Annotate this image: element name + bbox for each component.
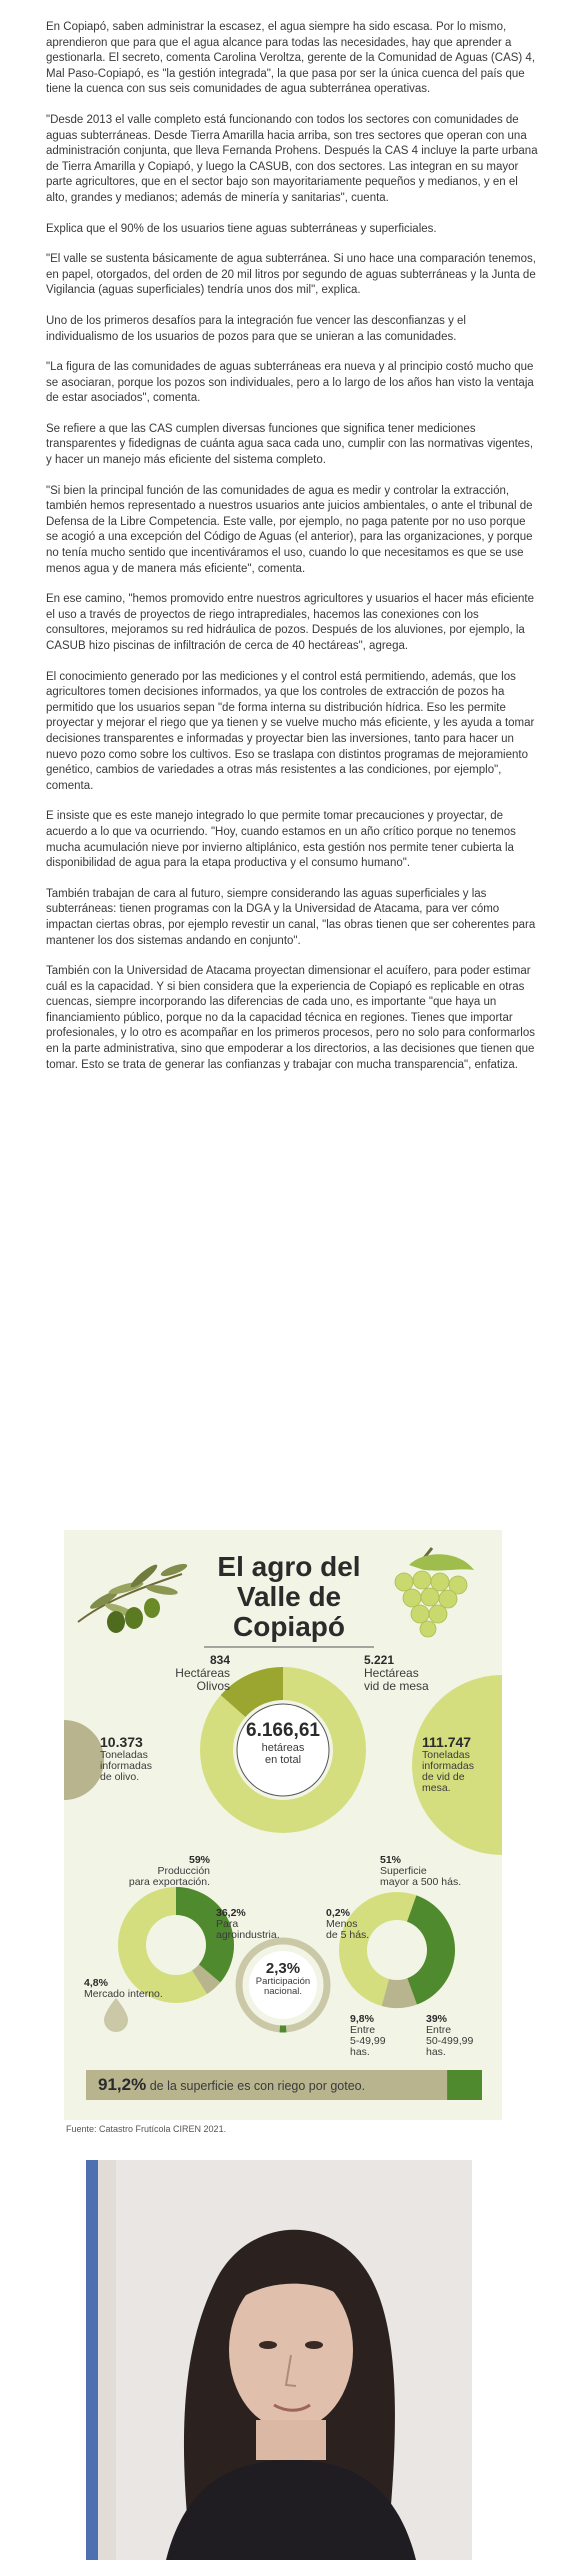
portrait-photo	[86, 2160, 472, 2560]
article-paragraph: En ese camino, "hemos promovido entre nuestros agricultores y usuarios el hacer más eficiente el uso a través de proyectos de riego intraprediales, hacemos las conexiones con los consultores, mejoramos su red hidráulica de pozos. Después de los aluviones, por ejemplo, la CASUB hizo piscinas de infiltración de cerca de 40 hectáreas", agrega.	[46, 593, 534, 652]
grapes-illustration	[395, 1548, 474, 1637]
title-line-1: El agro del	[217, 1551, 361, 1582]
vid-ha-value: 5.221	[364, 1653, 395, 1667]
total-label-1: hetáreas	[261, 1742, 305, 1754]
olivos-ha-value: 834	[209, 1653, 230, 1667]
e5-label-3: has.	[350, 2046, 370, 2058]
goteo-label-text: de la superficie es con riego por goteo.	[149, 2079, 366, 2093]
nacional-pct: 2,3%	[265, 1960, 301, 1977]
e5-label-2: 5-49,99	[350, 2035, 386, 2047]
article-paragraph: Uno de los primeros desafíos para la integración fue vencer las desconfianzas y el individualismo de los usuarios de pozos para que se unieran a las comunidades.	[46, 314, 466, 343]
e5-label-1: Entre	[350, 2024, 376, 2036]
e50-label-3: has.	[426, 2046, 446, 2058]
e50-label-2: 50-499,99	[426, 2035, 474, 2047]
menos5-pct: 0,2%	[326, 1907, 350, 1919]
article-paragraph: "Si bien la principal función de las comunidades de agua es medir y controlar la extracción, también hemos representado a nuestros usuarios ante juicios ambientales, o ante el tribunal de Defensa de la Libre Competencia. Este valle, por ejemplo, no paga patente por no uso porque se acogió a una excepción del Código de Aguas (el anterior), para las organizaciones, y porque no tenía mucho sentido que incentiváramos el uso, cuando lo que necesitamos es que se use menos agua y de manera más eficiente", comenta.	[46, 484, 533, 575]
article-body	[0, 0, 568, 1073]
interno-label	[84, 1978, 194, 2000]
article-paragraph: Explica que el 90% de los usuarios tiene aguas subterráneas y superficiales.	[46, 222, 437, 235]
olivos-label-2: Olivos	[196, 1679, 230, 1693]
vid-label-2: vid de mesa	[364, 1679, 429, 1693]
agro-pct: 36,2%	[216, 1907, 246, 1919]
vid-label-1: Hectáreas	[364, 1666, 419, 1680]
olive-branch-illustration	[78, 1561, 189, 1633]
olivo-ton-label-1: Toneladas	[100, 1749, 148, 1761]
olivo-ton-label-3: de olivo.	[100, 1771, 140, 1783]
menos5-label-1: Menos	[326, 1918, 358, 1930]
agro-label	[216, 1908, 296, 1941]
e50-label-1: Entre	[426, 2024, 452, 2036]
infographic-title	[204, 1552, 374, 1642]
portrait-illustration	[86, 2160, 472, 2560]
vid-ton-label-3: de vid de	[422, 1771, 465, 1783]
menos5-label	[326, 1908, 374, 1941]
article-paragraph: El conocimiento generado por las mediciones y el control está permitiendo, además, que los agricultores tomen decisiones informados, ya que los controles de extracción de pozos ha permitido que los usuarios sepan "de forma interna su distribución hídrica. Eso les permite proyectar y mejorar el riego que ya tienen y se vuelve mucho más eficiente, y les ayuda a tomar decisiones transparentes e informadas y proyectar bien las inversiones, tanto para hacer un nuevo pozo como sobre los cultivos. Eso se traslapa con distintos programas de mejoramiento genético, cambios de variedades a otras más resistentes a las condiciones, por ejemplo", comenta.	[46, 670, 535, 792]
article-paragraph: También trabajan de cara al futuro, siempre considerando las aguas superficiales y las subterráneas: tienen programas con la DGA y la Universidad de Atacama, para ver cómo impactan ciertas obras, por ejemplo revestir un canal, "las obras tienen que ser coherentes para mantener los dos sistemas andando en conjunto".	[46, 887, 536, 947]
article-paragraph: E insiste que es este manejo integrado lo que permite tomar precauciones y proyectar, de acuerdo a lo que va ocurriendo. "Hoy, cuando estamos en un año crítico porque no tenemos mucha acumulación nieve por invierno altiplánico, esta gestión nos permite tener cubierta la disponibilidad de agua para la etapa productiva y el consumo humano".	[46, 810, 516, 870]
article-paragraph: "La figura de las comunidades de aguas subterráneas era nueva y al principio costó mucho que se asociaran, porque los pozos son individuales, pero a lo largo de los años han visto la ventaja de estar asociados", comenta.	[46, 361, 534, 405]
article-paragraph: Se refiere a que las CAS cumplen diversas funciones que significa tener mediciones transparentes y fidedignas de cuánta agua saca cada uno, cumplir con las normativas vigentes, y hacer un manejo más eficiente del sistema completo.	[46, 422, 534, 467]
title-line-2: Valle de	[236, 1581, 342, 1612]
vid-ton-label-2: informadas	[422, 1760, 474, 1772]
article-paragraph: "Desde 2013 el valle completo está funcionando con todos los sectores con comunidades de aguas subterráneas. Desde Tierra Amarilla hacia arriba, son tres sectores que operan con una administración conjunta, que lleva Fernanda Prohens. Después la CAS 4 incluye la parte urbana de Tierra Amarilla y Copiapó, y luego la CASUB, con dos sectores. Las integran en su mayor parte agricultores, que en el sector bajo son mayoritariamente pequeños y medianos, y en el alto, grandes y medianos; además de minería y sanitarias", cuenta.	[46, 113, 538, 204]
article-paragraph: "El valle se sustenta básicamente de agua subterránea. Si uno hace una comparación tenemos, en papel, otorgados, del orden de 20 mil litros por segundo de aguas subterráneas y la Junta de Vigilancia (aguas superficiales) tendría unos dos mil", explica.	[46, 253, 536, 297]
total-label-2: en total	[264, 1754, 302, 1766]
e5-label	[350, 2014, 400, 2058]
article-paragraph: También con la Universidad de Atacama proyectan dimensionar el acuífero, para poder estimar cuál es la capacidad. Y si bien considera que la experiencia de Copiapó es replicable en otras cuencas, siempre incorporando las diferencias de cada uno, es importante "que haya un financiamiento público, porque no da la capacidad técnica en regiones. Tienes que importar profesionales, y lo otro es acompañar en los primeros procesos, pero no solo para conformarlos en la parte administrativa, sino que empoderar a los directorios, a las decisiones que tienen que tomar. Esto se trata de generar las confianzas y trabajar con mucha transparencia", enfatiza.	[46, 965, 535, 1071]
e5-pct: 9,8%	[350, 2013, 374, 2025]
destination-hole	[146, 1915, 206, 1975]
nacional-label-2: nacional.	[263, 1986, 303, 1997]
olivo-ton-label-2: informadas	[100, 1760, 152, 1772]
export-label-2: para exportación.	[128, 1876, 210, 1888]
infographic-source: Fuente: Catastro Frutícola CIREN 2021.	[66, 2124, 227, 2134]
total-label	[239, 1720, 327, 1766]
total-ha-value: 6.166,61	[246, 1720, 320, 1741]
vid-label	[364, 1654, 464, 1693]
e50-label	[426, 2014, 496, 2058]
olivos-label-1: Hectáreas	[175, 1666, 230, 1680]
goteo-pct: 91,2%	[98, 2075, 147, 2094]
vid-ton-label-1: Toneladas	[422, 1749, 470, 1761]
olivo-ton-disc	[64, 1720, 104, 1800]
menos5-label-2: de 5 hás.	[326, 1929, 370, 1941]
e50-pct: 39%	[426, 2013, 448, 2025]
vid-ton-value: 111.747	[422, 1734, 472, 1750]
olivo-ton-label	[100, 1734, 180, 1783]
olivos-label	[150, 1654, 230, 1693]
vid-ton-label-4: mesa.	[422, 1782, 451, 1794]
water-drop-icon	[104, 1998, 128, 2032]
sup500-label-1: Superficie	[380, 1865, 427, 1877]
export-label	[100, 1855, 210, 1888]
interno-label-text: Mercado interno.	[84, 1988, 163, 2000]
farm-size-hole	[367, 1920, 427, 1980]
nacional-label	[249, 1960, 317, 1997]
vid-ton-label	[422, 1734, 500, 1794]
agro-label-2: agroindustria.	[216, 1929, 280, 1941]
article-paragraph: En Copiapó, saben administrar la escasez, el agua siempre ha sido escasa. Por lo mismo, aprendieron que para que el agua alcance para todas las necesidades, hay que aprender a gestionarla. El secreto, comenta Carolina Veroltza, gerente de la Comunidad de Aguas (CAS) 4, Mal Paso-Copiapó, es "la gestión integrada", la que pasa por ser la única cuenca del país que tiene la cuenca con sus seis comunidades de agua subterránea operativas.	[46, 21, 536, 96]
sup500-label	[380, 1855, 490, 1888]
infographic	[64, 1530, 502, 2120]
agro-label-1: Para	[216, 1918, 239, 1930]
sup500-pct: 51%	[380, 1854, 402, 1866]
title-line-3: Copiapó	[233, 1611, 345, 1642]
export-label-1: Producción	[157, 1865, 210, 1877]
export-pct: 59%	[188, 1854, 210, 1866]
olivo-ton-value: 10.373	[100, 1734, 143, 1750]
nacional-label-1: Participación	[255, 1976, 311, 1987]
goteo-label	[98, 2075, 468, 2096]
sup500-label-2: mayor a 500 hás.	[380, 1876, 462, 1888]
interno-pct: 4,8%	[84, 1977, 108, 1989]
